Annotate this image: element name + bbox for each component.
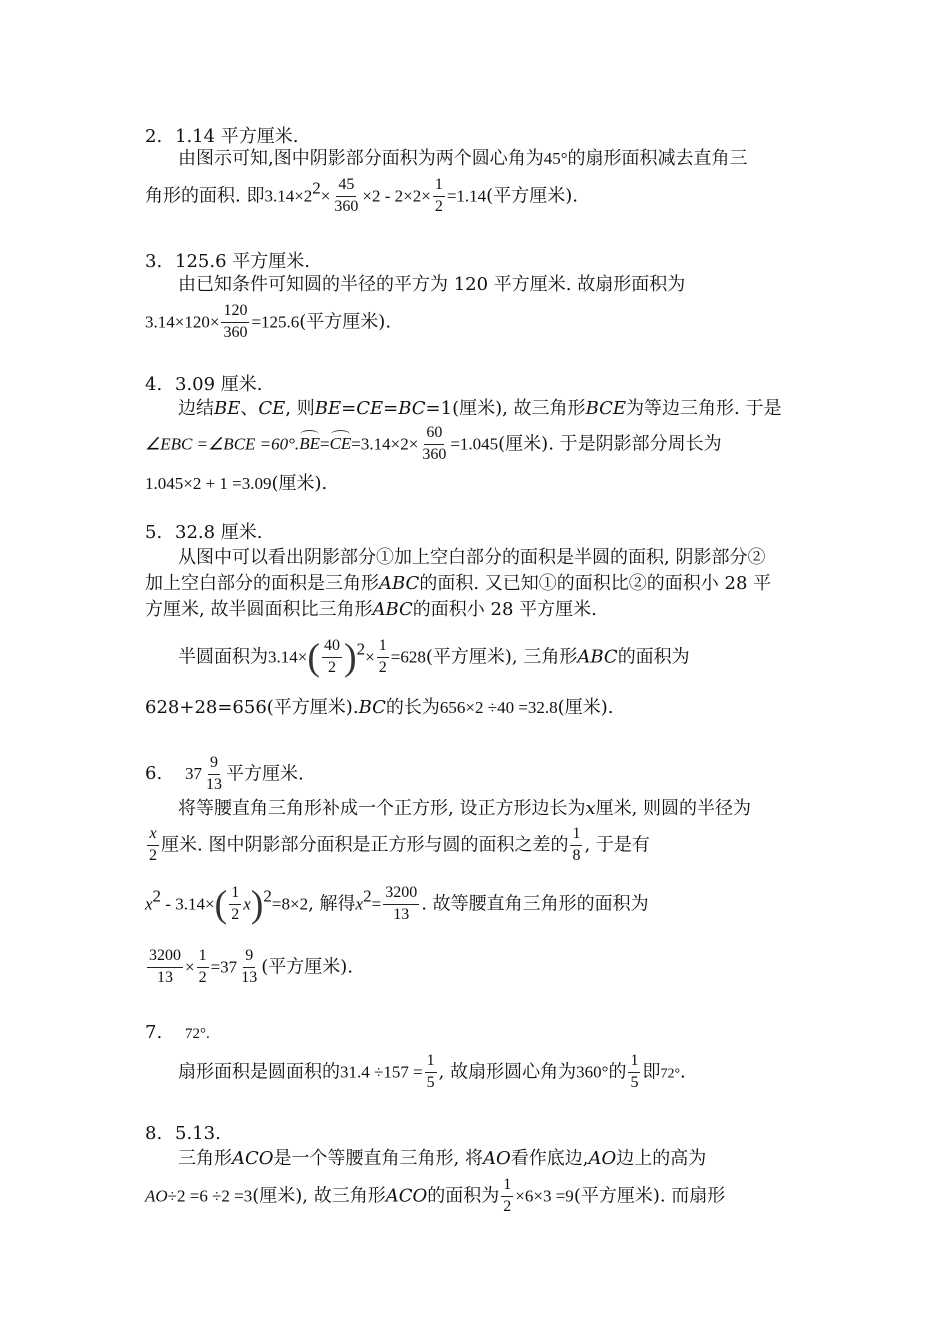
numerator: 120 bbox=[221, 303, 249, 323]
q6-line4 bbox=[145, 948, 353, 987]
segment: AO bbox=[145, 1186, 168, 1206]
expr: 3.14×2 bbox=[264, 186, 313, 206]
text: 即 bbox=[642, 1061, 661, 1083]
fraction bbox=[239, 948, 259, 987]
expr: - 3.14× bbox=[161, 894, 215, 914]
triangle-name: ACO bbox=[385, 1185, 428, 1207]
expr: =3.14×2× bbox=[351, 434, 419, 454]
triangle-name: ABC bbox=[577, 646, 618, 668]
q6-line3 bbox=[145, 885, 649, 924]
text: 厘米. 图中阴影部分面积是正方形与圆的面积之差的 bbox=[161, 834, 569, 856]
fraction bbox=[570, 826, 582, 865]
text: 方厘米, 故半圆面积比三角形 bbox=[145, 599, 373, 620]
expr: 3.14×120× bbox=[145, 312, 220, 332]
denominator: 2 bbox=[503, 1197, 512, 1215]
text: 三角形 bbox=[178, 1148, 232, 1169]
text: . 故等腰直角三角形的面积为 bbox=[421, 893, 649, 915]
exponent: 2 bbox=[363, 886, 372, 906]
expr: × bbox=[185, 957, 195, 977]
answer: 1.14 平方厘米. bbox=[175, 126, 299, 147]
denominator: 360 bbox=[223, 323, 248, 341]
q6-line2 bbox=[145, 826, 650, 865]
denominator: 5 bbox=[630, 1073, 639, 1091]
text: , 于是有 bbox=[584, 834, 650, 856]
numerator: 1 bbox=[197, 948, 209, 968]
text: 、 bbox=[240, 398, 259, 419]
numerator: 1 bbox=[425, 1053, 437, 1073]
q5-line1 bbox=[178, 549, 765, 567]
q3-line1 bbox=[178, 276, 685, 294]
expr: =1.14 bbox=[446, 186, 487, 206]
q3-line2 bbox=[145, 303, 391, 342]
item-number: 8. bbox=[145, 1123, 163, 1144]
denominator: 2 bbox=[378, 658, 387, 676]
segment: AO bbox=[482, 1148, 511, 1169]
text: (厘米). bbox=[271, 473, 328, 494]
expr: 1.045×2 + 1 =3.09 bbox=[145, 474, 272, 493]
text: 是一个等腰直角三角形, 将 bbox=[273, 1148, 483, 1169]
text: , 故扇形圆心角为 bbox=[438, 1061, 577, 1083]
numerator: 40 bbox=[322, 638, 342, 658]
left-paren: ( bbox=[214, 883, 228, 926]
numerator: 1 bbox=[570, 826, 582, 846]
item-number: 5. bbox=[145, 522, 163, 543]
q2-heading bbox=[145, 128, 299, 146]
denominator: 2 bbox=[231, 905, 240, 923]
q8-line2 bbox=[145, 1177, 725, 1216]
text: 厘米, 则圆的半径为 bbox=[595, 798, 752, 819]
exponent: 2 bbox=[312, 178, 321, 198]
expr: 31.4 ÷157 = bbox=[340, 1062, 423, 1082]
q2-line2 bbox=[145, 177, 578, 216]
equation: BE=CE=BC bbox=[314, 398, 426, 419]
answer: 3.09 厘米. bbox=[175, 374, 263, 395]
numerator: 1 bbox=[501, 1177, 513, 1197]
q5-heading bbox=[145, 524, 263, 542]
numerator: 3200 bbox=[147, 948, 183, 968]
expr: ∠EBC =∠BCE =60°. bbox=[145, 434, 300, 454]
expr: ÷2 =6 ÷2 =3 bbox=[167, 1186, 253, 1206]
segment: CE bbox=[258, 398, 286, 419]
q8-heading bbox=[145, 1125, 221, 1143]
fraction bbox=[501, 1177, 513, 1216]
q5-line4 bbox=[178, 638, 690, 677]
right-paren: ) bbox=[344, 636, 357, 679]
mixed-whole: 37 bbox=[185, 764, 202, 784]
fraction bbox=[229, 885, 241, 924]
text: 将等腰直角三角形补成一个正方形, 设正方形边长为 bbox=[178, 798, 586, 819]
q4-line1 bbox=[178, 400, 782, 418]
answer: 32.8 厘米. bbox=[175, 522, 263, 543]
variable: x bbox=[243, 894, 251, 914]
text: , 解得 bbox=[308, 893, 356, 915]
text: 的扇形面积减去直角三 bbox=[567, 148, 748, 169]
text: 为等边三角形. 于是 bbox=[626, 398, 782, 419]
text: (平方厘米). 而扇形 bbox=[573, 1185, 726, 1207]
denominator: 2 bbox=[149, 846, 157, 864]
q7-line1 bbox=[178, 1053, 686, 1092]
numerator: 1 bbox=[628, 1053, 640, 1073]
expr: 3.14× bbox=[268, 647, 308, 667]
expr: × bbox=[365, 647, 375, 667]
arc-label: CE bbox=[329, 434, 352, 454]
fraction bbox=[204, 755, 224, 794]
text: 从图中可以看出阴影部分①加上空白部分的面积是半圆的面积, 阴影部分② bbox=[178, 547, 766, 568]
text: (厘米). bbox=[557, 697, 614, 718]
q5-line3 bbox=[145, 601, 597, 619]
expr: ×2 - 2×2× bbox=[362, 186, 431, 206]
denominator: 13 bbox=[206, 775, 222, 793]
denominator: 2 bbox=[434, 197, 443, 215]
fraction bbox=[221, 303, 249, 342]
text: 边结 bbox=[178, 398, 214, 419]
expr: = bbox=[319, 434, 330, 454]
q5-line2 bbox=[145, 575, 771, 593]
text: 的面积为 bbox=[427, 1185, 500, 1207]
item-number: 7. bbox=[145, 1022, 163, 1043]
text: 扇形面积是圆面积的 bbox=[178, 1061, 340, 1083]
text: (厘米). 于是阴影部分周长为 bbox=[498, 433, 722, 455]
variable: x bbox=[355, 894, 364, 914]
text: 加上空白部分的面积是三角形 bbox=[145, 573, 379, 594]
numerator: 60 bbox=[424, 425, 444, 445]
q8-line1 bbox=[178, 1150, 706, 1168]
answer: 72°. bbox=[185, 1026, 210, 1042]
q3-heading bbox=[145, 253, 310, 271]
denominator: 360 bbox=[334, 197, 359, 215]
q2-line1 bbox=[178, 150, 748, 168]
text: 由图示可知,图中阴影部分面积为两个圆心角为 bbox=[178, 148, 544, 169]
q4-line3 bbox=[145, 475, 327, 493]
text: 角形的面积. 即 bbox=[145, 185, 265, 207]
answer: 5.13. bbox=[175, 1123, 221, 1144]
fraction bbox=[420, 425, 448, 464]
fraction bbox=[332, 177, 360, 216]
exponent: 2 bbox=[152, 886, 162, 906]
q7-heading bbox=[145, 1024, 210, 1042]
numerator: 1 bbox=[433, 177, 445, 197]
expr: 656×2 ÷40 =32.8 bbox=[439, 698, 558, 717]
numerator: 3200 bbox=[383, 885, 419, 905]
denominator: 2 bbox=[328, 658, 336, 676]
text: 的面积为 bbox=[617, 646, 690, 668]
segment: BC bbox=[358, 697, 386, 718]
denominator: 13 bbox=[393, 905, 410, 923]
denominator: 8 bbox=[572, 846, 581, 864]
numerator: x bbox=[147, 826, 158, 846]
unit: (平方厘米). bbox=[299, 311, 392, 333]
denominator: 2 bbox=[198, 968, 207, 986]
angle: 72° bbox=[660, 1066, 681, 1082]
expr: = bbox=[371, 894, 382, 914]
fraction bbox=[433, 177, 445, 216]
fraction bbox=[377, 638, 389, 677]
fraction bbox=[628, 1053, 640, 1092]
q6-line1 bbox=[178, 800, 751, 818]
fraction bbox=[197, 948, 209, 987]
numerator: 45 bbox=[336, 177, 356, 197]
fraction bbox=[322, 638, 342, 677]
item-number: 6. bbox=[145, 763, 163, 785]
fraction bbox=[383, 885, 419, 924]
numerator: 1 bbox=[377, 638, 389, 658]
expr: ×6×3 =9 bbox=[515, 1186, 574, 1206]
fraction bbox=[147, 826, 159, 865]
text: =1(厘米), 故三角形 bbox=[425, 398, 586, 419]
expr: =8×2 bbox=[271, 894, 309, 914]
numerator: 9 bbox=[243, 948, 255, 968]
q4-heading bbox=[145, 376, 263, 394]
text: 的面积小 28 平方厘米. bbox=[412, 599, 597, 620]
q5-line5 bbox=[145, 699, 613, 717]
expr: =125.6 bbox=[251, 312, 300, 332]
text: 由已知条件可知圆的半径的平方为 120 平方厘米. 故扇形面积为 bbox=[178, 274, 686, 295]
expr: =37 bbox=[210, 957, 238, 977]
exponent: 2 bbox=[263, 886, 272, 906]
text: 边上的高为 bbox=[616, 1148, 707, 1169]
triangle-name: ACO bbox=[232, 1148, 274, 1169]
segment: AO bbox=[588, 1148, 617, 1169]
unit: (平方厘米). bbox=[261, 956, 353, 978]
angle: 45° bbox=[543, 149, 568, 168]
expr: =628 bbox=[390, 647, 426, 667]
item-number: 4. bbox=[145, 374, 163, 395]
text: (厘米), 故三角形 bbox=[252, 1185, 386, 1207]
denominator: 5 bbox=[426, 1073, 435, 1091]
right-paren: ) bbox=[250, 883, 264, 926]
text: (平方厘米), 三角形 bbox=[425, 646, 578, 668]
text: . bbox=[680, 1061, 686, 1083]
denominator: 13 bbox=[157, 968, 173, 986]
text: 的面积. 又已知①的面积比②的面积小 28 平 bbox=[419, 573, 772, 594]
variable: x bbox=[585, 798, 596, 819]
fraction bbox=[147, 948, 183, 987]
left-paren: ( bbox=[307, 636, 320, 679]
segment: BE bbox=[214, 398, 241, 419]
text: 的 bbox=[608, 1061, 627, 1083]
denominator: 360 bbox=[422, 445, 447, 463]
item-number: 2. bbox=[145, 126, 163, 147]
triangle-name: BCE bbox=[585, 398, 627, 419]
text: , 则 bbox=[285, 398, 315, 419]
angle: 360° bbox=[576, 1062, 609, 1082]
text: 628+28=656(平方厘米). bbox=[145, 697, 359, 718]
triangle-name: ABC bbox=[372, 599, 413, 620]
denominator: 13 bbox=[241, 968, 258, 986]
q4-line2 bbox=[145, 425, 722, 464]
expr: =1.045 bbox=[450, 434, 499, 454]
arc-label: BE bbox=[299, 434, 320, 454]
q6-heading bbox=[145, 755, 304, 794]
variable: x bbox=[145, 894, 153, 914]
text: 的长为 bbox=[385, 697, 440, 718]
text: 半圆面积为 bbox=[178, 646, 268, 668]
exponent: 2 bbox=[356, 639, 366, 659]
numerator: 1 bbox=[229, 885, 241, 905]
item-number: 3. bbox=[145, 251, 163, 272]
answer: 125.6 平方厘米. bbox=[175, 251, 310, 272]
unit: (平方厘米). bbox=[486, 185, 578, 207]
text: 看作底边, bbox=[510, 1148, 589, 1169]
unit: 平方厘米. bbox=[226, 763, 304, 785]
expr: × bbox=[320, 186, 331, 206]
fraction bbox=[425, 1053, 437, 1092]
numerator: 9 bbox=[208, 755, 220, 775]
triangle-name: ABC bbox=[379, 573, 420, 594]
